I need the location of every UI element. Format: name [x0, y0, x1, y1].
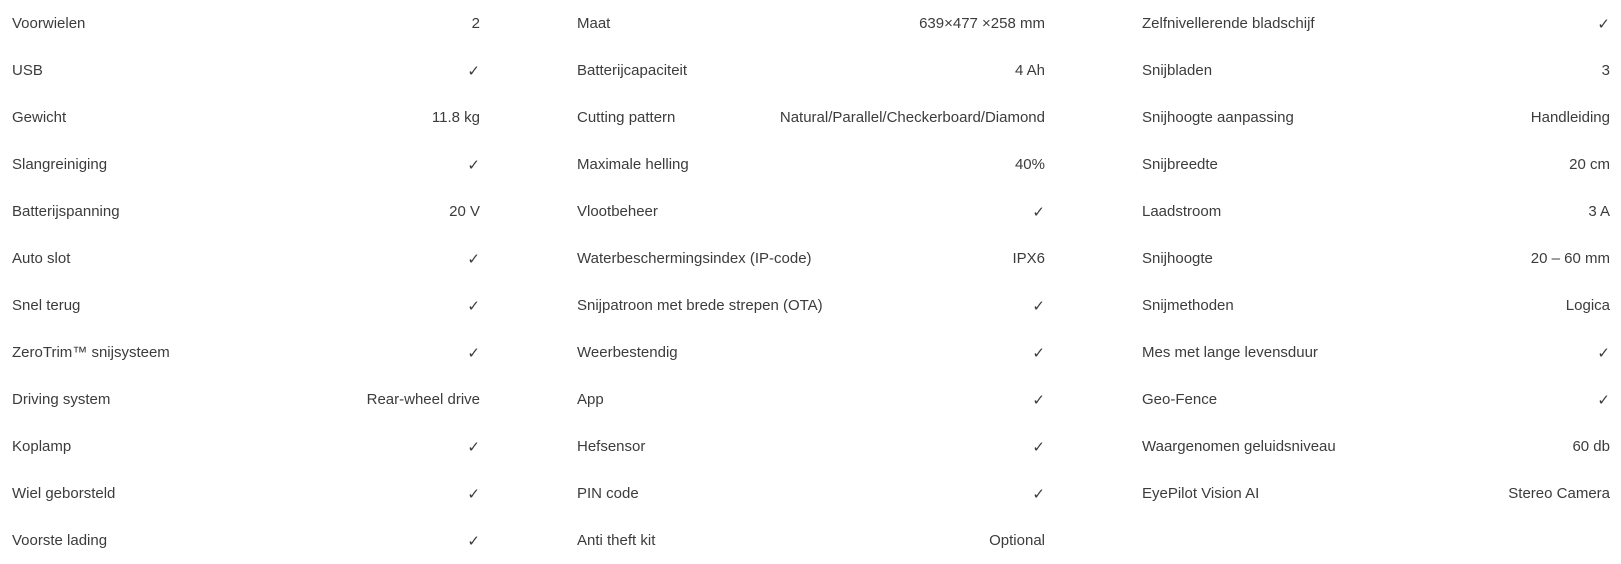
check-icon: ✓	[1032, 485, 1045, 503]
check-icon: ✓	[1597, 344, 1610, 362]
spec-value: Natural/Parallel/Checkerboard/Diamond	[779, 109, 1045, 126]
spec-label: Mes met lange levensduur	[1142, 344, 1318, 361]
check-icon: ✓	[1032, 297, 1045, 315]
spec-label: App	[577, 391, 604, 408]
spec-label: Snijmethoden	[1142, 297, 1234, 314]
check-icon: ✓	[1032, 344, 1045, 362]
spec-value: Optional	[989, 532, 1045, 549]
spec-label: Snijhoogte	[1142, 250, 1213, 267]
spec-row	[577, 0, 1045, 47]
spec-row	[1142, 141, 1610, 188]
spec-row	[577, 329, 1045, 376]
spec-label: Zelfnivellerende bladschijf	[1142, 15, 1315, 32]
spec-value: 639×477 ×258 mm	[919, 15, 1045, 32]
spec-value: Logica	[1565, 297, 1610, 314]
check-icon: ✓	[1032, 438, 1045, 456]
spec-row	[577, 235, 1045, 282]
spec-row	[1142, 94, 1610, 141]
spec-label: Slangreiniging	[12, 156, 108, 173]
spec-row	[1142, 47, 1610, 94]
spec-row	[1142, 282, 1610, 329]
spec-row	[1142, 235, 1610, 282]
spec-row	[12, 235, 480, 282]
spec-column-2	[577, 0, 1045, 564]
spec-value: 3 A	[1588, 203, 1610, 220]
spec-column-1	[12, 0, 480, 564]
spec-label: Cutting pattern	[577, 109, 676, 126]
spec-label: Gewicht	[12, 109, 67, 126]
spec-row	[12, 423, 480, 470]
check-icon: ✓	[467, 297, 480, 315]
spec-row	[12, 188, 480, 235]
spec-value: 20 cm	[1569, 156, 1610, 173]
spec-label: Snijpatroon met brede strepen (OTA)	[577, 297, 823, 314]
spec-label: USB	[12, 62, 43, 79]
check-icon: ✓	[467, 156, 480, 174]
check-icon: ✓	[467, 62, 480, 80]
spec-row	[577, 141, 1045, 188]
spec-label: Laadstroom	[1142, 203, 1222, 220]
spec-label: Waterbeschermingsindex (IP-code)	[577, 250, 812, 267]
spec-label: Koplamp	[12, 438, 72, 455]
spec-label: Snijbladen	[1142, 62, 1213, 79]
spec-label: Batterijspanning	[12, 203, 120, 220]
spec-row	[577, 376, 1045, 423]
spec-label: Weerbestendig	[577, 344, 678, 361]
check-icon: ✓	[467, 438, 480, 456]
spec-value: Rear-wheel drive	[366, 391, 480, 408]
spec-label: Wiel geborsteld	[12, 485, 116, 502]
spec-value: 4 Ah	[1014, 62, 1045, 79]
spec-value: IPX6	[1012, 250, 1045, 267]
spec-row	[12, 329, 480, 376]
spec-row	[12, 141, 480, 188]
spec-value: 20 V	[449, 203, 480, 220]
spec-value: 60 db	[1572, 438, 1610, 455]
spec-label: ZeroTrim™ snijsysteem	[12, 344, 170, 361]
spec-row	[577, 470, 1045, 517]
spec-label: PIN code	[577, 485, 639, 502]
spec-value: Handleiding	[1530, 109, 1610, 126]
spec-label: Waargenomen geluidsniveau	[1142, 438, 1336, 455]
spec-label: Hefsensor	[577, 438, 646, 455]
check-icon: ✓	[1032, 203, 1045, 221]
spec-row	[12, 282, 480, 329]
check-icon: ✓	[1597, 391, 1610, 409]
spec-row	[12, 94, 480, 141]
spec-row	[12, 47, 480, 94]
spec-row	[1142, 376, 1610, 423]
check-icon: ✓	[467, 485, 480, 503]
check-icon: ✓	[467, 250, 480, 268]
spec-row	[12, 376, 480, 423]
spec-label: EyePilot Vision AI	[1142, 485, 1260, 502]
spec-row	[577, 188, 1045, 235]
check-icon: ✓	[1597, 15, 1610, 33]
spec-row	[577, 94, 1045, 141]
spec-value: 2	[471, 15, 480, 32]
spec-row	[1142, 0, 1610, 47]
spec-row	[577, 517, 1045, 564]
spec-row	[1142, 470, 1610, 517]
spec-label: Maximale helling	[577, 156, 689, 173]
spec-label: Vlootbeheer	[577, 203, 658, 220]
spec-row	[577, 423, 1045, 470]
spec-row	[1142, 329, 1610, 376]
spec-label: Geo-Fence	[1142, 391, 1218, 408]
spec-value: 3	[1601, 62, 1610, 79]
spec-row	[12, 517, 480, 564]
spec-label: Batterijcapaciteit	[577, 62, 688, 79]
spec-label: Voorwielen	[12, 15, 86, 32]
check-icon: ✓	[467, 532, 480, 550]
spec-value: 20 – 60 mm	[1530, 250, 1610, 267]
spec-row	[1142, 423, 1610, 470]
spec-value: 11.8 kg	[431, 109, 480, 126]
spec-value: Stereo Camera	[1508, 485, 1610, 502]
spec-label: Snijhoogte aanpassing	[1142, 109, 1294, 126]
spec-label: Snel terug	[12, 297, 81, 314]
spec-row	[12, 0, 480, 47]
spec-row	[577, 282, 1045, 329]
spec-row	[577, 47, 1045, 94]
spec-label: Voorste lading	[12, 532, 108, 549]
spec-label: Driving system	[12, 391, 111, 408]
spec-row	[12, 470, 480, 517]
spec-label: Anti theft kit	[577, 532, 656, 549]
spec-value: 40%	[1014, 156, 1045, 173]
spec-column-3	[1142, 0, 1610, 517]
spec-label: Auto slot	[12, 250, 71, 267]
check-icon: ✓	[1032, 391, 1045, 409]
spec-row	[1142, 188, 1610, 235]
spec-label: Maat	[577, 15, 611, 32]
spec-label: Snijbreedte	[1142, 156, 1218, 173]
check-icon: ✓	[467, 344, 480, 362]
